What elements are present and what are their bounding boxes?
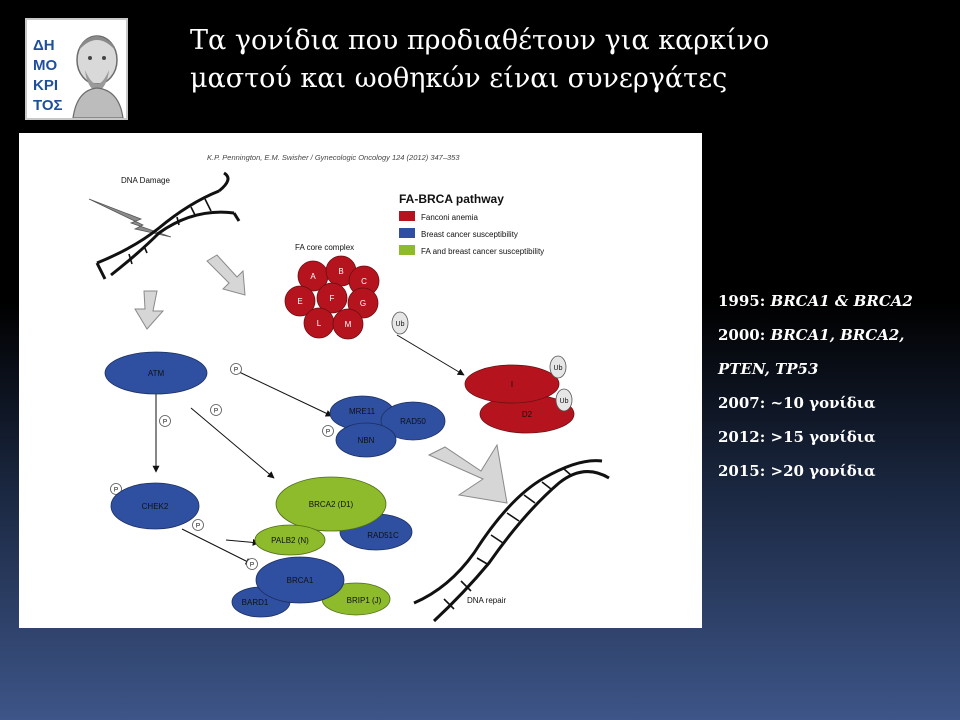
legend-swatch-breast	[399, 228, 415, 238]
title-line-2: μαστού και ωοθηκών είναι συνεργάτες	[190, 63, 728, 94]
chek2-label: CHEK2	[141, 502, 169, 511]
brca2-label: BRCA2 (D1)	[308, 500, 354, 509]
brca1-label: BRCA1	[286, 576, 314, 585]
logo-text: ΔΗ	[33, 37, 55, 54]
fa-brca-pathway-figure	[19, 133, 702, 628]
atm-label: ATM	[147, 369, 165, 378]
legend-label-both: FA and breast cancer susceptibility	[421, 247, 545, 256]
timeline-year: 2012:	[718, 428, 766, 446]
fa-label-e: E	[297, 297, 303, 306]
legend-label-fanconi: Fanconi anemia	[421, 213, 478, 222]
timeline-entry	[718, 358, 954, 392]
fa-label-l: L	[316, 319, 322, 328]
timeline-entry	[718, 460, 954, 494]
timeline-entry	[718, 392, 954, 426]
ubiquitin-label: Ub	[395, 321, 405, 328]
university-logo	[25, 18, 128, 120]
timeline-genes: >15 γονίδια	[770, 428, 876, 446]
bard1-label: BARD1	[241, 598, 269, 607]
legend-swatch-both	[399, 245, 415, 255]
fa-label-c: C	[361, 277, 367, 286]
phospho-label-brca1: P	[195, 522, 201, 530]
legend-label-breast: Breast cancer susceptibility	[421, 230, 518, 239]
svg-text:ΤΟΣ: ΤΟΣ	[33, 97, 63, 114]
timeline-entry	[718, 324, 954, 358]
legend-swatch-fanconi	[399, 211, 415, 221]
dna-damage-label: DNA Damage	[121, 176, 170, 185]
nbn-label: NBN	[357, 436, 375, 445]
phospho-label-chek2: P	[113, 486, 119, 494]
legend	[399, 192, 544, 256]
fa-label-g: G	[359, 299, 367, 308]
rad51c-label: RAD51C	[367, 531, 399, 540]
phospho-label-mre11: P	[213, 407, 219, 415]
timeline-year: 2015:	[718, 462, 766, 480]
ubiquitin-label-fancd2: Ub	[559, 398, 569, 405]
phospho-label-nbn: P	[325, 428, 331, 436]
slide-title	[190, 22, 930, 98]
phospho-label-brca1-left: P	[249, 561, 255, 569]
repaired-dna-icon	[414, 461, 609, 621]
phospho-label-atm-down: P	[162, 418, 168, 426]
citation: K.P. Pennington, E.M. Swisher / Gynecologic Oncology 124 (2012) 347–353	[207, 153, 460, 162]
mre11-label: MRE11	[348, 407, 376, 416]
fa-label-b: B	[338, 267, 344, 276]
fancd2-label: D2	[521, 410, 533, 419]
title-line-1: Τα γονίδια που προδιαθέτουν για καρκίνο	[190, 25, 770, 56]
dna-repair-label: DNA repair	[467, 596, 507, 605]
legend-title: FA-BRCA pathway	[399, 192, 504, 206]
lightning-icon	[89, 199, 171, 237]
timeline-genes: >20 γονίδια	[770, 462, 876, 480]
timeline-genes: ~10 γονίδια	[770, 394, 876, 412]
svg-text:ΚΡΙ: ΚΡΙ	[33, 77, 59, 94]
timeline-genes: BRCA1 & BRCA2	[770, 292, 913, 310]
phospho-label-atm: P	[233, 366, 239, 374]
palb2-label: PALB2 (N)	[271, 536, 309, 545]
timeline-entry	[718, 426, 954, 460]
gene-timeline	[718, 290, 954, 494]
timeline-year: 2000:	[718, 326, 766, 344]
ubiquitin-label-fanci: Ub	[553, 365, 563, 372]
timeline-genes: PTEN, TP53	[718, 360, 819, 378]
fa-label-a: A	[310, 272, 316, 281]
brip1-label: BRIP1 (J)	[346, 596, 382, 605]
timeline-year: 2007:	[718, 394, 766, 412]
svg-text:ΜΟ: ΜΟ	[33, 57, 58, 74]
timeline-year: 1995:	[718, 292, 766, 310]
rad50-label: RAD50	[400, 417, 426, 426]
timeline-entry	[718, 290, 954, 324]
fa-label-m: M	[344, 320, 352, 329]
fa-core-complex-label: FA core complex	[295, 243, 355, 252]
timeline-genes: BRCA1, BRCA2,	[770, 326, 905, 344]
fanci-label: I	[510, 380, 514, 389]
fa-label-f: F	[329, 294, 335, 303]
